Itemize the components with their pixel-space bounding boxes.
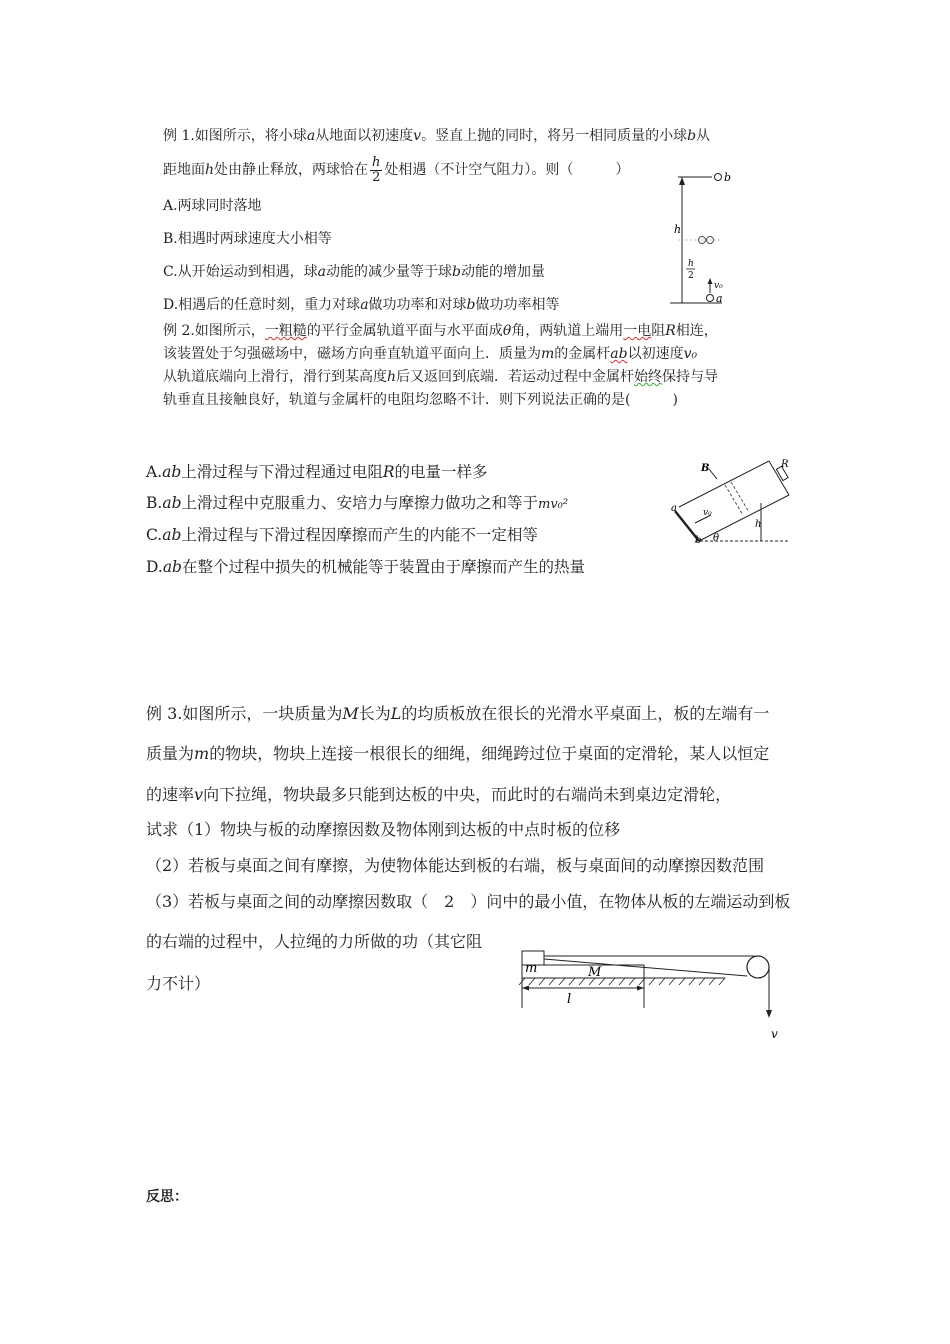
var: R bbox=[665, 323, 676, 339]
text: 的物块，物块上连接一根很长的细绳，细绳跨过 bbox=[209, 744, 546, 763]
text: 从地面以初速度 bbox=[315, 128, 414, 144]
table-hatch bbox=[519, 978, 725, 985]
text: 从轨道底端向上滑行，滑行到某高度 bbox=[163, 369, 387, 385]
label-theta: θ bbox=[713, 533, 720, 544]
label-R: R bbox=[781, 459, 789, 470]
ex3-line2 bbox=[146, 743, 769, 765]
text: 的速率 bbox=[146, 785, 195, 804]
ex3-line3 bbox=[146, 784, 731, 806]
frac-den: 2 bbox=[372, 169, 381, 185]
ex2-option-c bbox=[146, 524, 538, 546]
var: ab bbox=[162, 463, 182, 481]
ex3-question-1: 试求（1）物块与板的动摩擦因数及物体刚到达板的中点时板的位移 bbox=[146, 820, 621, 839]
var: a bbox=[306, 128, 316, 144]
text: 做功功率相等 bbox=[475, 297, 560, 313]
text: 该装置处于匀强磁场中，磁场方向垂直轨道平面向上．质量为 bbox=[163, 346, 541, 362]
label-a: a bbox=[716, 292, 723, 305]
label-M: M bbox=[588, 965, 602, 980]
text: 上滑过程与下滑过程因摩擦而产生的内能不一定相等 bbox=[181, 526, 538, 544]
ex1-option-a: A.两球同时落地 bbox=[163, 198, 262, 214]
var: v bbox=[413, 128, 422, 144]
ex2-line2 bbox=[163, 344, 697, 364]
text: 在整个过程中损失的机械能等于装置由于摩擦而产生的热量 bbox=[181, 558, 585, 576]
text: 从 bbox=[696, 128, 711, 144]
text: 例 3.如图所示，一块质量为 bbox=[146, 704, 343, 723]
var: M bbox=[342, 704, 359, 723]
text: 例 2.如图所示， bbox=[163, 323, 265, 339]
ex3-line1 bbox=[146, 703, 769, 725]
var: ab bbox=[162, 526, 182, 544]
dash-1 bbox=[725, 485, 743, 515]
ex2-line1 bbox=[163, 321, 718, 341]
ex3-question-3-cont2: 力不计） bbox=[146, 974, 211, 993]
var: b bbox=[466, 297, 476, 313]
ex1-stem-line1 bbox=[163, 126, 710, 146]
v0-arrowhead bbox=[708, 278, 713, 284]
label-half-num: h bbox=[688, 259, 694, 269]
text: 质量为 bbox=[146, 744, 195, 763]
label-b: b bbox=[724, 171, 732, 184]
text: 角，两轨道上端用 bbox=[511, 323, 624, 339]
text: 做功功率和对球 bbox=[368, 297, 467, 313]
var: b bbox=[687, 128, 697, 144]
ex3-question-3-cont: 的右端的过程中，人拉绳的力所做的功（其它阻 bbox=[146, 932, 483, 951]
ex2-option-a bbox=[146, 461, 488, 483]
ex1-option-d bbox=[163, 295, 560, 315]
ex2-option-d bbox=[146, 556, 585, 578]
var: ab bbox=[610, 346, 628, 362]
text: 例 1.如图所示，将小球 bbox=[163, 128, 307, 144]
dash-2 bbox=[731, 482, 749, 512]
text: 处由静止释放，两球恰在 bbox=[214, 162, 369, 178]
var: L bbox=[390, 704, 402, 723]
len-arrow-left bbox=[522, 986, 529, 991]
text: 滑水平桌面上，板的左端有一 bbox=[561, 704, 770, 723]
fraction-h-over-2 bbox=[370, 156, 382, 185]
var: θ bbox=[502, 323, 512, 339]
reflection-heading: 反思： bbox=[146, 1189, 188, 1205]
text: 上滑过程中克服重力、安培力与摩擦力做功之和等于 bbox=[181, 494, 539, 512]
text: 处相遇（不计空气阻力）。则（ ） bbox=[384, 162, 630, 178]
text: 的电量一样多 bbox=[394, 463, 488, 481]
frac-num: h bbox=[372, 154, 381, 170]
plank-M bbox=[522, 965, 644, 978]
text: 位于桌面的定滑轮，某人以恒定 bbox=[545, 744, 770, 763]
ball-a bbox=[707, 295, 714, 302]
text: 阻 bbox=[651, 323, 666, 339]
text: B. bbox=[146, 494, 163, 512]
ex1-option-c bbox=[163, 262, 545, 282]
label-b: b bbox=[695, 535, 702, 546]
text: 相连， bbox=[675, 323, 718, 339]
label-h: h bbox=[755, 519, 762, 530]
label-B: B bbox=[701, 463, 710, 474]
text: 电阻 bbox=[351, 463, 383, 481]
ex1-figure bbox=[660, 165, 740, 310]
rope-lower bbox=[544, 959, 747, 976]
label-v0: v₀ bbox=[703, 508, 712, 518]
ex3-question-3: （3）若板与桌面之间的动摩擦因数取（ 2 ）问中的最小值，在物体从板的左端运动到板 bbox=[146, 892, 791, 911]
ex1-stem-line2 bbox=[163, 153, 629, 187]
ex2-line3 bbox=[163, 367, 718, 387]
var: v bbox=[194, 785, 204, 804]
var: h bbox=[205, 162, 215, 178]
label-a: a bbox=[671, 503, 677, 514]
text: C. bbox=[146, 526, 163, 544]
ex2-option-b bbox=[146, 492, 568, 516]
text: 动能的增加量 bbox=[461, 264, 545, 280]
text: 的均质板放在很长的光 bbox=[401, 704, 562, 723]
pulley bbox=[747, 956, 769, 978]
var: m bbox=[541, 346, 555, 362]
label-l: l bbox=[567, 992, 572, 1007]
ex1-option-b: B.相遇时两球速度大小相等 bbox=[163, 231, 332, 247]
var: v₀ bbox=[683, 346, 698, 362]
ex2-line4: 轨垂直且接触良好，轨道与金属杆的电阻均忽略不计．则下列说法正确的是( ) bbox=[163, 392, 678, 408]
text: 保持与导 bbox=[662, 369, 719, 385]
text: 一电 bbox=[623, 323, 652, 339]
B-arrow bbox=[709, 469, 717, 479]
var: ab bbox=[162, 558, 182, 576]
var: b bbox=[452, 264, 461, 280]
ex3-figure bbox=[515, 948, 785, 1048]
len-arrow-right bbox=[637, 986, 644, 991]
text: 始终 bbox=[634, 369, 663, 385]
text: 。竖直上抛的同时，将另一相同质量的小球 bbox=[421, 128, 688, 144]
rope-arrow bbox=[766, 1010, 772, 1018]
var: h bbox=[387, 369, 397, 385]
text: C.从开始运动到相遇，球 bbox=[163, 264, 318, 280]
var: a bbox=[360, 297, 369, 313]
text: 一粗糙 bbox=[264, 323, 307, 339]
text: A. bbox=[146, 463, 163, 481]
ex2-figure bbox=[665, 455, 795, 547]
label-m: m bbox=[525, 961, 538, 976]
arrow-up bbox=[679, 177, 685, 185]
text: 向下拉绳，物块最多只能到达板的中央，而此时的右端尚未到桌边定滑轮， bbox=[203, 785, 732, 804]
var: R bbox=[382, 463, 395, 481]
label-v0: v₀ bbox=[714, 281, 723, 291]
var: m bbox=[194, 744, 210, 763]
ball-b bbox=[715, 174, 722, 181]
text: 的金属杆 bbox=[554, 346, 611, 362]
label-half-den: 2 bbox=[688, 271, 694, 281]
var: mv₀² bbox=[538, 497, 569, 512]
ex3-question-2: （2）若板与桌面之间有摩擦，为使物体能达到板的右端，板与桌面间的动摩擦因数范围 bbox=[146, 856, 765, 875]
var: a bbox=[317, 264, 327, 280]
text: 长为 bbox=[358, 704, 391, 723]
label-v: v bbox=[771, 1027, 778, 1041]
text: 动能的减少量等于球 bbox=[326, 264, 453, 280]
text: 的平行金属轨道平面与水平面成 bbox=[306, 323, 503, 339]
text: D.相遇后的任意时刻，重力对球 bbox=[163, 297, 361, 313]
label-h: h bbox=[674, 223, 682, 236]
text: 后又返回到底端．若运动过程中金属杆 bbox=[396, 369, 635, 385]
var: ab bbox=[162, 494, 182, 512]
text: D. bbox=[146, 558, 163, 576]
text: 距地面 bbox=[163, 162, 205, 178]
rail-top bbox=[679, 461, 769, 507]
text: 以初速度 bbox=[627, 346, 684, 362]
text: 上滑过程与下滑过程通过 bbox=[181, 463, 352, 481]
